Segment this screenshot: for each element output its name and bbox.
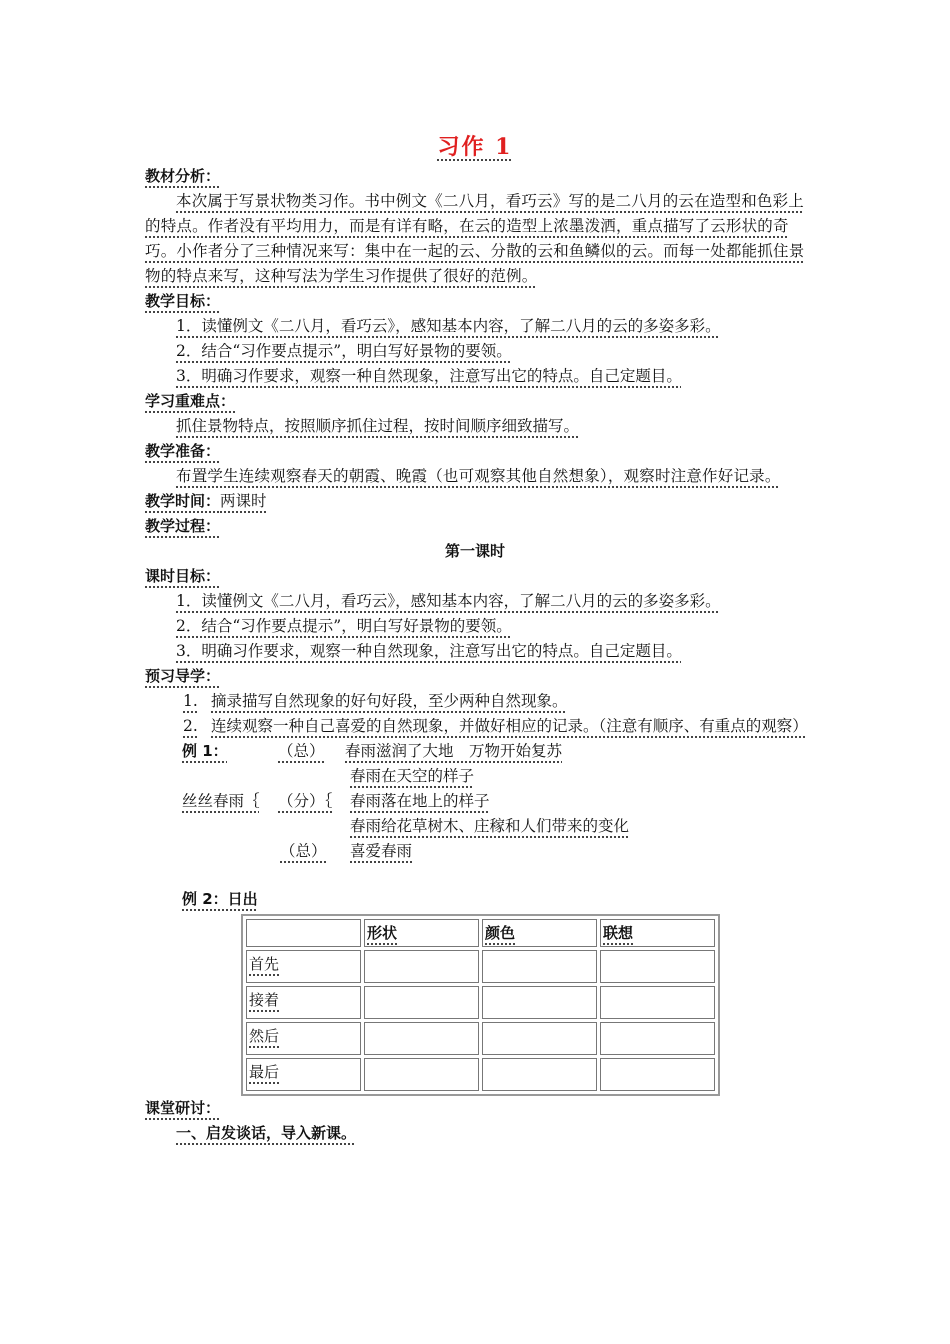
table-cell — [600, 950, 715, 983]
table-header-cell: 形状 — [364, 919, 479, 947]
lesson-goals-heading: 课时目标： — [145, 567, 221, 585]
table-row — [246, 1022, 715, 1055]
table-cell — [364, 986, 479, 1019]
table-row — [246, 1058, 715, 1091]
table-header-row — [246, 919, 715, 947]
time-heading: 教学时间： — [145, 492, 221, 510]
table-row-label: 然后 — [246, 1022, 361, 1055]
table-cell — [482, 1058, 597, 1091]
table-cell — [600, 1058, 715, 1091]
table-row-label: 接着 — [246, 986, 361, 1019]
prep-text: 布置学生连续观察春天的朝霞、晚霞（也可观察其他自然想象），观察时注意作好记录。 — [176, 467, 781, 485]
table-row — [246, 986, 715, 1019]
lesson-goal-item: 2．结合“习作要点提示”，明白写好景物的要领。 — [176, 617, 512, 635]
table-row-label: 首先 — [246, 950, 361, 983]
table-header-cell: 颜色 — [482, 919, 597, 947]
table-cell — [482, 1022, 597, 1055]
table-cell — [364, 1022, 479, 1055]
table-cell — [600, 986, 715, 1019]
observation-table — [241, 914, 720, 1096]
example1-zong2: （总） — [280, 842, 327, 860]
example1-fen-item: 春雨落在地上的样子 — [350, 792, 490, 810]
preview-item: 1. 摘录描写自然现象的好句好段，至少两种自然现象。 — [183, 692, 568, 710]
example2-label: 例 2：日出 — [182, 890, 258, 908]
example1-line-last: 喜爱春雨 — [350, 842, 413, 860]
preview-item: 2. 连续观察一种自己喜爱的自然现象，并做好相应的记录。（注意有顺序、有重点的观察） — [183, 717, 808, 735]
example1-fen: （分）｛ — [278, 792, 333, 810]
analysis-heading: 教材分析： — [145, 167, 221, 185]
goal-item: 3．明确习作要求，观察一种自然现象，注意写出它的特点。自己定题目。 — [176, 367, 682, 385]
goals-heading: 教学目标： — [145, 292, 221, 310]
table-cell — [364, 950, 479, 983]
time-value: 两课时 — [220, 492, 267, 510]
difficulty-heading: 学习重难点： — [145, 392, 236, 410]
table-header-cell: 联想 — [600, 919, 715, 947]
lesson-title: 第一课时 — [444, 542, 505, 560]
lesson-goal-item: 3．明确习作要求，观察一种自然现象，注意写出它的特点。自己定题目。 — [176, 642, 682, 660]
table-cell — [600, 1022, 715, 1055]
example1-label: 例 1： — [182, 742, 228, 760]
preview-heading: 预习导学： — [145, 667, 221, 685]
example1-outline — [145, 739, 805, 869]
table-cell — [364, 1058, 479, 1091]
table-row-label: 最后 — [246, 1058, 361, 1091]
process-heading: 教学过程： — [145, 517, 221, 535]
class-step: 一、启发谈话，导入新课。 — [176, 1124, 357, 1142]
example1-zong1: （总） — [278, 742, 325, 760]
class-heading: 课堂研讨： — [145, 1099, 221, 1117]
table-row — [246, 950, 715, 983]
document-page — [145, 130, 808, 1146]
analysis-text: 本次属于写景状物类习作。书中例文《二八月，看巧云》写的是二八月的云在造型和色彩上的特点。作者没有平均用力，而是有详有略，在云的造型上浓墨泼洒，重点描写了云形状的奇巧。小作者分了三种情况来写：集中在一起的云、分散的云和鱼鳞似的云。而每一处都能抓住景物的特点来写，这种写法为学生习作提供了很好的范例。 — [145, 192, 805, 285]
goal-item: 2．结合“习作要点提示”，明白写好景物的要领。 — [176, 342, 512, 360]
example1-fen-item: 春雨在天空的样子 — [350, 767, 475, 785]
table-cell — [482, 950, 597, 983]
prep-heading: 教学准备： — [145, 442, 221, 460]
example1-topic: 丝丝春雨｛ — [182, 792, 260, 810]
example1-line1: 春雨滋润了大地 万物开始复苏 — [345, 742, 563, 760]
lesson-goal-item: 1．读懂例文《二八月，看巧云》，感知基本内容，了解二八月的云的多姿多彩。 — [176, 592, 721, 610]
document-title: 习作 1 — [437, 134, 513, 160]
table-cell — [482, 986, 597, 1019]
table-header-cell — [246, 919, 361, 947]
example1-fen-item: 春雨给花草树木、庄稼和人们带来的变化 — [350, 817, 630, 835]
difficulty-text: 抓住景物特点，按照顺序抓住过程，按时间顺序细致描写。 — [176, 417, 580, 435]
goal-item: 1．读懂例文《二八月，看巧云》，感知基本内容，了解二八月的云的多姿多彩。 — [176, 317, 721, 335]
